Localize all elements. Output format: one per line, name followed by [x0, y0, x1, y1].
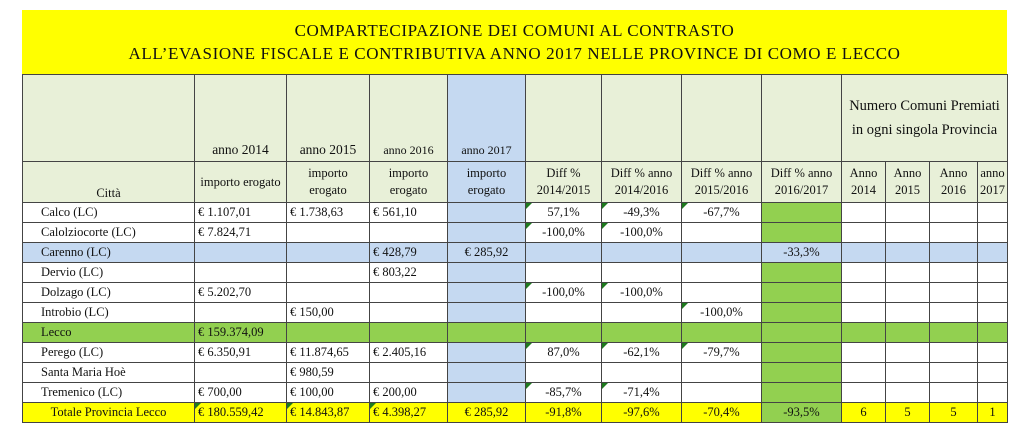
- cell-diff-2014-2015: [526, 263, 602, 283]
- cell-amount-2015: € 100,00: [287, 383, 370, 403]
- cell-amount-2016: [370, 223, 448, 243]
- cell-amount-2014: € 6.350,91: [195, 343, 287, 363]
- cell-count-empty: [978, 243, 1008, 263]
- cell-count-empty: [886, 323, 930, 343]
- cell-amount-2016: [370, 323, 448, 343]
- cell-amount-2014: € 5.202,70: [195, 283, 287, 303]
- cell-amount-2017: [448, 343, 526, 363]
- cell-amount-2015: € 150,00: [287, 303, 370, 323]
- cell-diff-2014-2015: 87,0%: [526, 343, 602, 363]
- cell-city: Dolzago (LC): [23, 283, 195, 303]
- total-city: Totale Provincia Lecco: [23, 403, 195, 423]
- cell-amount-2017: [448, 303, 526, 323]
- cell-city: Dervio (LC): [23, 263, 195, 283]
- total-count-2014: 6: [842, 403, 886, 423]
- cell-diff-2014-2016: -100,0%: [602, 223, 682, 243]
- cell-count-empty: [978, 283, 1008, 303]
- cell-city: Santa Maria Hoè: [23, 363, 195, 383]
- cell-amount-2017: [448, 263, 526, 283]
- cell-count-empty: [886, 363, 930, 383]
- cell-count-empty: [842, 263, 886, 283]
- cell-diff-2014-2016: -100,0%: [602, 283, 682, 303]
- cell-count-empty: [978, 383, 1008, 403]
- cell-amount-2017: [448, 363, 526, 383]
- header-anno-2014: Anno 2014: [842, 162, 886, 203]
- cell-diff-2014-2016: [602, 263, 682, 283]
- cell-amount-2014: [195, 303, 287, 323]
- cell-diff-2014-2016: [602, 243, 682, 263]
- cell-diff-2015-2016: [682, 363, 762, 383]
- cell-amount-2016: [370, 363, 448, 383]
- cell-amount-2017: € 285,92: [448, 243, 526, 263]
- header-diff-2015-2016: Diff % anno 2015/2016: [682, 162, 762, 203]
- table-row: [23, 203, 1008, 223]
- title-line-1: COMPARTECIPAZIONE DEI COMUNI AL CONTRASTO: [294, 21, 735, 40]
- cell-diff-2016-2017: [762, 323, 842, 343]
- header-year-2017: anno 2017: [448, 75, 526, 162]
- header-diff-2014-2015: Diff % 2014/2015: [526, 162, 602, 203]
- cell-diff-2014-2015: 57,1%: [526, 203, 602, 223]
- cell-diff-2014-2016: -49,3%: [602, 203, 682, 223]
- cell-amount-2016: [370, 303, 448, 323]
- cell-count-empty: [930, 323, 978, 343]
- table-row: [23, 363, 1008, 383]
- cell-diff-2015-2016: -79,7%: [682, 343, 762, 363]
- cell-diff-2016-2017: [762, 303, 842, 323]
- header-citta: Città: [23, 162, 195, 203]
- cell-count-empty: [842, 283, 886, 303]
- table-row: [23, 323, 1008, 343]
- total-rows: [23, 403, 1008, 423]
- cell-amount-2015: € 980,59: [287, 363, 370, 383]
- table-row: [23, 223, 1008, 243]
- header-importo-2014: importo erogato: [195, 162, 287, 203]
- cell-amount-2014: [195, 243, 287, 263]
- total-2014: € 180.559,42: [195, 403, 287, 423]
- cell-count-empty: [930, 283, 978, 303]
- header-importo-2016: importo erogato: [370, 162, 448, 203]
- total-2015: € 14.843,87: [287, 403, 370, 423]
- cell-diff-2014-2015: -100,0%: [526, 283, 602, 303]
- total-count-2017: 1: [978, 403, 1008, 423]
- cell-diff-2014-2016: -71,4%: [602, 383, 682, 403]
- cell-count-empty: [886, 283, 930, 303]
- table-row: [23, 343, 1008, 363]
- cell-diff-2014-2015: -85,7%: [526, 383, 602, 403]
- cell-amount-2015: € 11.874,65: [287, 343, 370, 363]
- header-rows: [23, 75, 1008, 203]
- cell-city: Introbio (LC): [23, 303, 195, 323]
- cell-diff-2015-2016: [682, 323, 762, 343]
- data-rows: [23, 203, 1008, 403]
- cell-count-empty: [930, 203, 978, 223]
- title-line-2: ALL’EVASIONE FISCALE E CONTRIBUTIVA ANNO 2017 NELLE PROVINCE DI COMO E LECCO: [128, 44, 901, 63]
- contributions-table: [22, 74, 1008, 423]
- cell-amount-2016: € 428,79: [370, 243, 448, 263]
- cell-amount-2014: € 7.824,71: [195, 223, 287, 243]
- total-diff-2014-2015: -91,8%: [526, 403, 602, 423]
- cell-count-empty: [930, 383, 978, 403]
- report-sheet: [22, 10, 1007, 423]
- cell-diff-2015-2016: -100,0%: [682, 303, 762, 323]
- cell-amount-2016: € 803,22: [370, 263, 448, 283]
- cell-diff-2016-2017: [762, 363, 842, 383]
- cell-count-empty: [842, 363, 886, 383]
- cell-count-empty: [842, 243, 886, 263]
- cell-count-empty: [978, 323, 1008, 343]
- header-importo-2015: importo erogato: [287, 162, 370, 203]
- cell-diff-2014-2016: [602, 323, 682, 343]
- cell-city: Tremenico (LC): [23, 383, 195, 403]
- cell-amount-2014: € 700,00: [195, 383, 287, 403]
- header-blank-diff-1: [526, 75, 602, 162]
- cell-diff-2014-2015: [526, 243, 602, 263]
- header-diff-2014-2016: Diff % anno 2014/2016: [602, 162, 682, 203]
- total-row: [23, 403, 1008, 423]
- total-diff-2014-2016: -97,6%: [602, 403, 682, 423]
- header-diff-2016-2017: Diff % anno 2016/2017: [762, 162, 842, 203]
- table-row: [23, 383, 1008, 403]
- cell-count-empty: [930, 343, 978, 363]
- table-row: [23, 283, 1008, 303]
- cell-count-empty: [842, 303, 886, 323]
- cell-city: Calco (LC): [23, 203, 195, 223]
- cell-amount-2017: [448, 323, 526, 343]
- cell-city: Calolziocorte (LC): [23, 223, 195, 243]
- cell-diff-2015-2016: [682, 283, 762, 303]
- header-blank-diff-2: [602, 75, 682, 162]
- cell-city: Lecco: [23, 323, 195, 343]
- cell-count-empty: [978, 363, 1008, 383]
- cell-amount-2014: [195, 363, 287, 383]
- total-diff-2015-2016: -70,4%: [682, 403, 762, 423]
- cell-diff-2016-2017: [762, 383, 842, 403]
- cell-amount-2015: [287, 243, 370, 263]
- cell-diff-2014-2015: [526, 303, 602, 323]
- cell-count-empty: [978, 303, 1008, 323]
- cell-amount-2014: [195, 263, 287, 283]
- cell-count-empty: [886, 223, 930, 243]
- title-banner: [22, 10, 1007, 74]
- cell-diff-2015-2016: [682, 263, 762, 283]
- cell-count-empty: [930, 263, 978, 283]
- header-importo-2017: importo erogato: [448, 162, 526, 203]
- header-blank-city: [23, 75, 195, 162]
- cell-amount-2017: [448, 203, 526, 223]
- cell-diff-2014-2015: [526, 323, 602, 343]
- header-anno-2017: anno 2017: [978, 162, 1008, 203]
- cell-count-empty: [886, 243, 930, 263]
- cell-amount-2017: [448, 223, 526, 243]
- table-row: [23, 243, 1008, 263]
- cell-amount-2017: [448, 383, 526, 403]
- cell-diff-2014-2015: [526, 363, 602, 383]
- cell-city: Carenno (LC): [23, 243, 195, 263]
- cell-count-empty: [930, 243, 978, 263]
- cell-diff-2015-2016: -67,7%: [682, 203, 762, 223]
- cell-count-empty: [886, 263, 930, 283]
- cell-count-empty: [886, 303, 930, 323]
- cell-city: Perego (LC): [23, 343, 195, 363]
- cell-count-empty: [842, 323, 886, 343]
- table-row: [23, 303, 1008, 323]
- header-year-2015: anno 2015: [287, 75, 370, 162]
- cell-diff-2015-2016: [682, 383, 762, 403]
- cell-diff-2016-2017: [762, 283, 842, 303]
- total-2016: € 4.398,27: [370, 403, 448, 423]
- cell-amount-2016: € 2.405,16: [370, 343, 448, 363]
- cell-count-empty: [886, 383, 930, 403]
- cell-diff-2014-2016: [602, 303, 682, 323]
- cell-diff-2014-2016: -62,1%: [602, 343, 682, 363]
- cell-diff-2016-2017: [762, 223, 842, 243]
- cell-count-empty: [842, 203, 886, 223]
- cell-count-empty: [842, 383, 886, 403]
- cell-diff-2014-2015: -100,0%: [526, 223, 602, 243]
- cell-diff-2015-2016: [682, 223, 762, 243]
- cell-count-empty: [930, 363, 978, 383]
- cell-count-empty: [842, 343, 886, 363]
- cell-diff-2016-2017: -33,3%: [762, 243, 842, 263]
- header-premiati: Numero Comuni Premiati in ogni singola Provincia: [842, 75, 1008, 162]
- cell-amount-2015: [287, 263, 370, 283]
- cell-count-empty: [978, 343, 1008, 363]
- cell-count-empty: [886, 203, 930, 223]
- cell-diff-2016-2017: [762, 343, 842, 363]
- table-row: [23, 263, 1008, 283]
- cell-amount-2017: [448, 283, 526, 303]
- cell-amount-2015: € 1.738,63: [287, 203, 370, 223]
- cell-amount-2015: [287, 283, 370, 303]
- cell-count-empty: [930, 223, 978, 243]
- header-year-2016: anno 2016: [370, 75, 448, 162]
- header-blank-diff-4: [762, 75, 842, 162]
- cell-diff-2016-2017: [762, 263, 842, 283]
- cell-count-empty: [842, 223, 886, 243]
- cell-count-empty: [978, 263, 1008, 283]
- cell-amount-2014: € 159.374,09: [195, 323, 287, 343]
- total-2017: € 285,92: [448, 403, 526, 423]
- total-count-2016: 5: [930, 403, 978, 423]
- cell-amount-2015: [287, 223, 370, 243]
- cell-amount-2016: [370, 283, 448, 303]
- header-anno-2015: Anno 2015: [886, 162, 930, 203]
- total-diff-2016-2017: -93,5%: [762, 403, 842, 423]
- cell-amount-2014: € 1.107,01: [195, 203, 287, 223]
- cell-amount-2015: [287, 323, 370, 343]
- cell-diff-2016-2017: [762, 203, 842, 223]
- header-year-2014: anno 2014: [195, 75, 287, 162]
- cell-amount-2016: € 200,00: [370, 383, 448, 403]
- cell-amount-2016: € 561,10: [370, 203, 448, 223]
- cell-diff-2014-2016: [602, 363, 682, 383]
- cell-count-empty: [886, 343, 930, 363]
- cell-diff-2015-2016: [682, 243, 762, 263]
- header-blank-diff-3: [682, 75, 762, 162]
- cell-count-empty: [930, 303, 978, 323]
- cell-count-empty: [978, 203, 1008, 223]
- total-count-2015: 5: [886, 403, 930, 423]
- cell-count-empty: [978, 223, 1008, 243]
- header-anno-2016: Anno 2016: [930, 162, 978, 203]
